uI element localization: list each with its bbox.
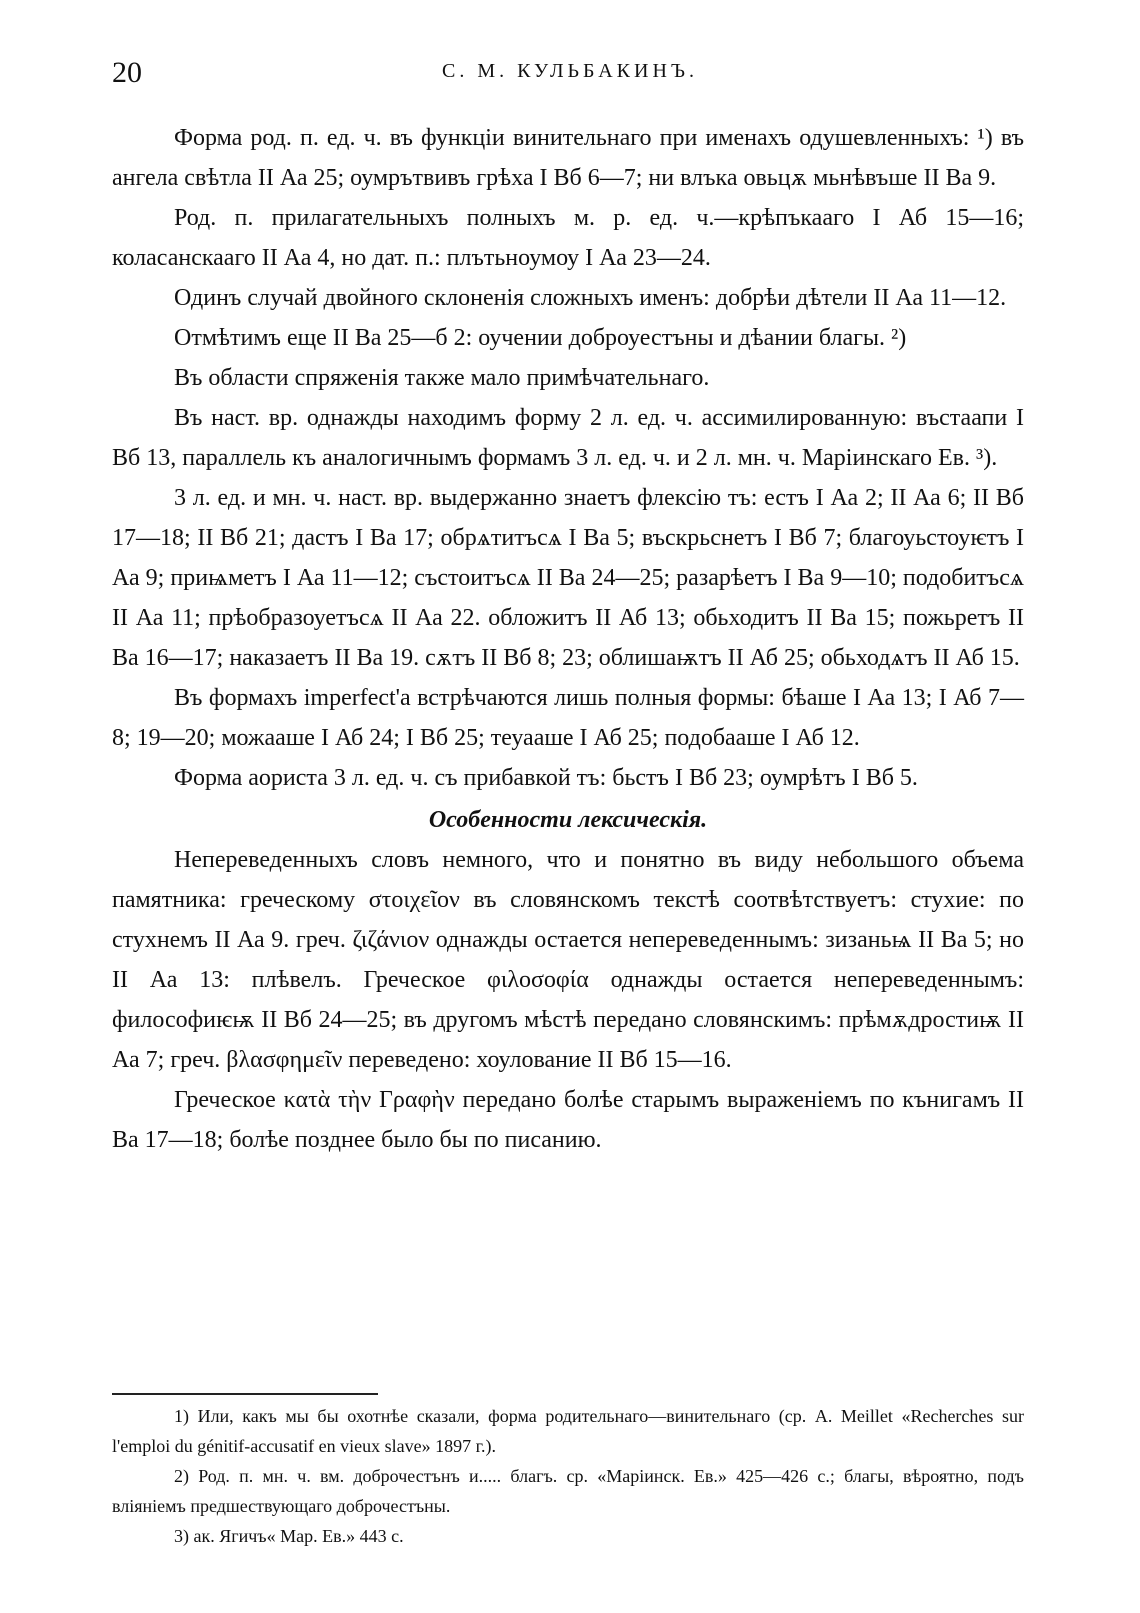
running-title: С. М. КУЛЬБАКИНЪ. — [441, 60, 699, 82]
footnote-divider — [112, 1393, 378, 1395]
footnote-3: 3) ак. Ягичъ« Мар. Ев.» 443 с. — [174, 1526, 404, 1546]
body-text — [112, 118, 1024, 1160]
page-number: 20 — [112, 56, 142, 89]
paragraph-adjective-genitive: Род. п. прилагательныхъ полныхъ м. р. ед. ч.—крѣпъкааго I Аб 15—16; коласанскааго II Аа 4, но дат. п.: плътьноумоу I Аа 23—24. — [112, 205, 1024, 271]
paragraph-third-person-ending: 3 л. ед. и мн. ч. наст. вр. выдержанно знаетъ флексію тъ: естъ I Аа 2; II Аа 6; II Вб 17—18; II Вб 21; дастъ I Ва 17; обрѧтитъсѧ I Ва 5; въскрьснетъ I Вб 7; благоуьстоуѥтъ I Аа 9; приѩметъ I Аа 11—12; състоитъсѧ II Ва 24—25; разарѣетъ I Ва 9—10; подобитъсѧ II Аа 11; прѣобразоуетъсѧ II Аа 22. обложитъ II Аб 13; обьходитъ II Ва 15; пожьретъ II Ва 16—17; наказаетъ II Ва 19. сѫтъ II Вб 8; 23; облишаѭтъ II Аб 25; обьходѧтъ II Аб 15. — [112, 485, 1024, 671]
paragraph-double-declension: Одинъ случай двойного склоненія сложныхъ именъ: добрѣи дѣтели II Аа 11—12. — [174, 285, 1007, 311]
paragraph-present-tense: Въ наст. вр. однажды находимъ форму 2 л. ед. ч. ассимилированную: въстаапи I Вб 13, параллель къ аналогичнымъ формамъ 3 л. ед. ч. и 2 л. мн. ч. Маріинскаго Ев. ³). — [112, 405, 1024, 471]
paragraph-conjugation: Въ области спряженія также мало примѣчательнаго. — [174, 365, 710, 391]
paragraph-untranslated-words: Непереведенныхъ словъ немного, что и понятно въ виду небольшого объема памятника: греческому στοιχεῖον въ словянскомъ текстѣ соотвѣтствуетъ: стухие: по стухнемъ II Аа 9. греч. ζιζάνιον однажды остается непереведеннымъ: зизаньѩ II Ва 5; но II Аа 13: плѣвелъ. Греческое φιλοσοφία однажды остается непереведеннымъ: философиѥѭ II Вб 24—25; въ другомъ мѣстѣ передано словянскимъ: прѣмѫдростиѭ II Аа 7; греч. βλασφημεῖν переведено: хоулование II Вб 15—16. — [112, 847, 1024, 1073]
paragraph-aorist: Форма аориста 3 л. ед. ч. съ прибавкой тъ: бьстъ I Вб 23; оумрѣтъ I Вб 5. — [174, 765, 918, 791]
footnotes — [112, 1393, 1024, 1551]
paragraph-kata-tin-grafin: Греческое κατὰ τὴν Γραφὴν передано болѣе старымъ выраженіемъ по кънигамъ II Ва 17—18; болѣе позднее было бы по писанию. — [112, 1087, 1024, 1153]
paragraph-note-ii-va: Отмѣтимъ еще II Ва 25—б 2: оучении доброуестъны и дѣании благы. ²) — [174, 325, 907, 351]
paragraph-genitive-accusative: Форма род. п. ед. ч. въ функціи винительнаго при именахъ одушевленныхъ: ¹) въ ангела свѣтла II Аа 25; оумрътвивъ грѣха I Вб 6—7; ни влъка овьцѫ мьнѣвъше II Ва 9. — [112, 125, 1024, 191]
page-header — [112, 50, 1028, 100]
footnote-1: 1) Или, какъ мы бы охотнѣе сказали, форма родительнаго—винительнаго (ср. A. Meillet «Recherches sur l'emploi du génitif-accusatif en vieux slave» 1897 г.). — [112, 1406, 1024, 1456]
section-heading-lexical: Особенности лексическія. — [428, 807, 708, 833]
paragraph-imperfect: Въ формахъ imperfect'а встрѣчаются лишь полныя формы: бѣаше I Аа 13; I Аб 7—8; 19—20; можааше I Аб 24; I Вб 25; теуааше I Аб 25; подобааше I Аб 12. — [112, 685, 1024, 751]
footnote-2: 2) Род. п. мн. ч. вм. доброчестънъ и..... благъ. ср. «Маріинск. Ев.» 425—426 с.; благы, вѣроятно, подъ вліяніемъ предшествующаго доброчестъны. — [112, 1466, 1024, 1516]
